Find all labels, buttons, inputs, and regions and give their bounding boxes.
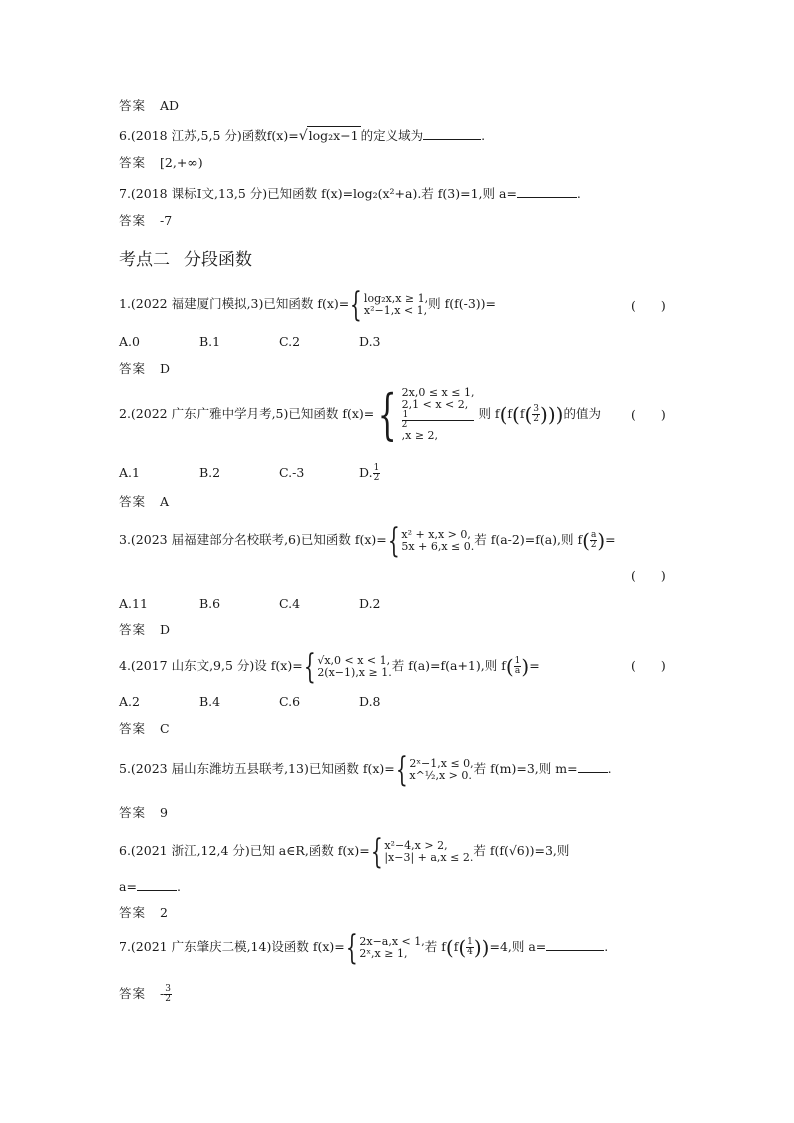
option-b[interactable]: B.4 [199,694,221,709]
option-b[interactable]: B.2 [199,465,221,480]
question-2: 2.(2022 广东广雅中学月考,5)已知函数 f(x)={ 2x,0 ≤ x ≤ 1, 2,1 < x < 2, 1 2 ,x ≥ 2, 则 f(f(f( $\frac{3}{2}$ )))的值为 [119,382,601,446]
question-6-continued: a= . [119,879,181,894]
piecewise-function: { √x,0 < x < 1, 2(x−1),x ≥ 1. [303,647,392,687]
piecewise-function: { x²−4,x > 2, |x−3| + a,x ≤ 2. [370,832,474,872]
answer-line: 答案 [2,+∞) [119,155,203,170]
question-1: 1.(2022 福建厦门模拟,3)已知函数 f(x)={ log₂x,x ≥ 1, x²−1,x < 1, 则 f(f(-3))= [119,285,497,325]
piecewise-function: { x² + x,x > 0, 5x + 6,x ≤ 0. [387,521,475,561]
option-c[interactable]: C.-3 [279,465,305,480]
piecewise-function: { 2x−a,x < 1, 2ˣ,x ≥ 1, [345,928,425,968]
options-q4 [119,693,439,711]
option-d[interactable]: D.2 [359,596,381,611]
answer-blank[interactable] [137,878,177,891]
answer-blank[interactable] [423,127,481,140]
option-b[interactable]: B.6 [199,596,221,611]
section-title: 考点二 分段函数 [119,250,252,270]
option-a[interactable]: A.1 [119,465,140,480]
option-a[interactable]: A.2 [119,694,140,709]
answer-bracket: ( ) [631,568,666,583]
option-d[interactable]: D.3 [359,334,381,349]
answer-line: 答案 9 [119,805,168,820]
piecewise-function: { log₂x,x ≥ 1, x²−1,x < 1, [350,285,429,325]
answer-blank[interactable] [517,185,577,198]
answer-line: 答案 D [119,622,171,637]
option-d[interactable]: D.8 [359,694,381,709]
answer-line: 答案 A [119,494,170,509]
answer-line: 答案 C [119,721,170,736]
answer-line: 答案 2 [119,905,168,920]
piecewise-function: { 2ˣ−1,x ≤ 0, x^½,x > 0. [395,750,474,790]
question-7: 7.(2021 广东肇庆二模,14)设函数 f(x)={ 2x−a,x < 1, 2ˣ,x ≥ 1, 若 f(f( $\frac{1}{4}$ ))=4,则 a= . [119,928,609,968]
answer-blank[interactable] [546,938,604,951]
option-c[interactable]: C.2 [279,334,301,349]
options-q2 [119,464,439,483]
question-6: 6.(2021 浙江,12,4 分)已知 a∈R,函数 f(x)={ x²−4,x > 2, |x−3| + a,x ≤ 2. 若 f(f(√6))=3,则 [119,832,570,872]
option-c[interactable]: C.4 [279,596,301,611]
question-7-2018: 7.(2018 课标Ⅰ文,13,5 分)已知函数 f(x)=log₂(x²+a).若 f(3)=1,则 a= . [119,186,581,201]
options-q3 [119,595,439,613]
answer-line: 答案 D [119,361,171,376]
piecewise-function: { 2x,0 ≤ x ≤ 1, 2,1 < x < 2, 1 2 ,x ≥ 2, [378,382,475,446]
answer-line: 答案 - $\frac{3}{2}$ [119,984,171,1004]
question-3: 3.(2023 届福建部分名校联考,6)已知函数 f(x)={ x² + x,x > 0, 5x + 6,x ≤ 0. 若 f(a-2)=f(a),则 f( $\frac{a}{2}$ )= [119,521,616,561]
option-b[interactable]: B.1 [199,334,221,349]
question-6-2018: 6.(2018 江苏,5,5 分)函数f(x)=√log₂x−1 的定义域为 . [119,128,486,144]
answer-bracket: ( ) [631,407,666,422]
answer-bracket: ( ) [631,298,666,313]
option-d[interactable]: D. $\frac{1}{2}$ [359,463,380,483]
question-4: 4.(2017 山东文,9,5 分)设 f(x)={ √x,0 < x < 1, 2(x−1),x ≥ 1. 若 f(a)=f(a+1),则 f( $\frac{1}{a}$ )= [119,647,540,687]
answer-line: 答案 -7 [119,213,173,228]
answer-bracket: ( ) [631,658,666,673]
option-c[interactable]: C.6 [279,694,301,709]
answer-blank[interactable] [578,760,608,773]
options-q1 [119,333,439,351]
option-a[interactable]: A.11 [119,596,148,611]
question-5: 5.(2023 届山东潍坊五县联考,13)已知函数 f(x)={ 2ˣ−1,x ≤ 0, x^½,x > 0. 若 f(m)=3,则 m= . [119,750,612,790]
option-a[interactable]: A.0 [119,334,140,349]
answer-line: 答案 AD [119,98,180,113]
